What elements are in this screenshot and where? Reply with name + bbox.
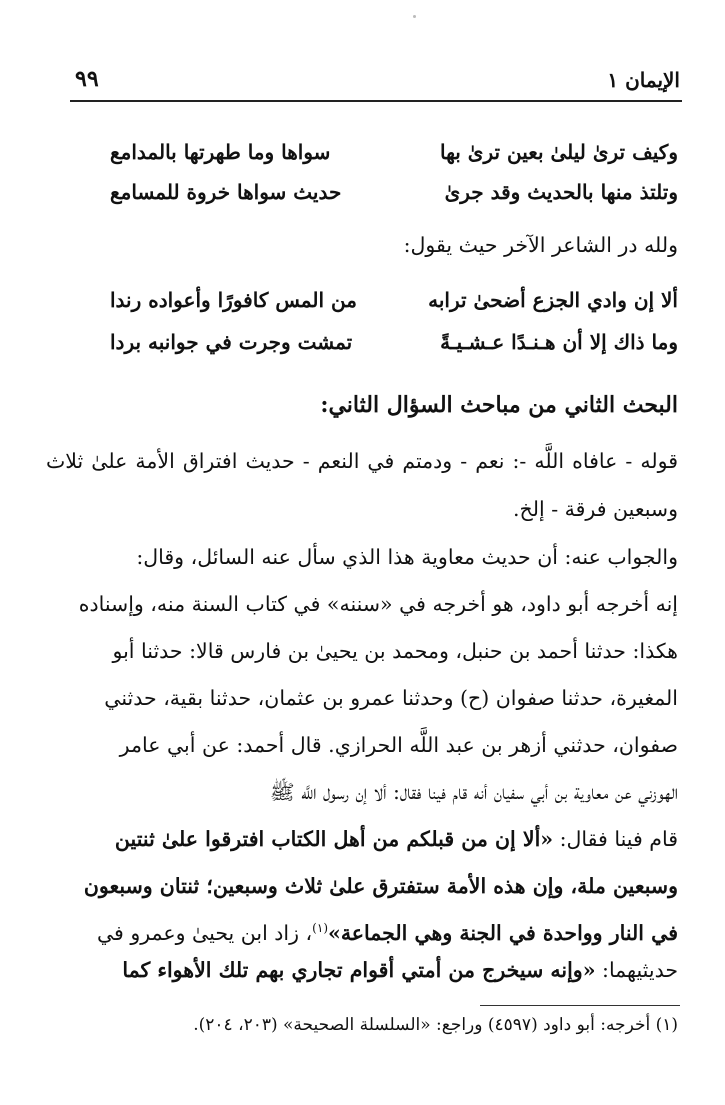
footnote: (١) أخرجه: أبو داود (٤٥٩٧) وراجع: «السلسلة الصحيحة» (٢٠٣، ٢٠٤). (193, 1015, 678, 1035)
answer-line-4: المغيرة، حدثنا صفوان (ح) وحدثنا عمرو بن عثمان، حدثنا بقية، حدثني (104, 686, 678, 710)
answer-line-3: هكذا: حدثنا أحمد بن حنبل، ومحمد بن يحيىٰ بن فارس قالا: حدثنا أبو (112, 639, 678, 663)
answer-line-5: صفوان، حدثني أزهر بن عبد اللَّه الحرازي. قال أحمد: عن أبي عامر (119, 733, 678, 757)
hadith-addition: ، زاد ابن يحيىٰ وعمرو في (96, 921, 313, 945)
hadith-line-4 (122, 958, 678, 982)
poem2-line2-left: تمشت وجرت في جوانبه بردا (110, 330, 353, 354)
hadith-lead: قام فينا فقال: (553, 827, 678, 851)
header-rule (70, 100, 682, 102)
hadith-line-3 (97, 921, 678, 945)
answer-line-2: إنه أخرجه أبو داود، هو أخرجه في «سننه» في كتاب السنة منه، وإسناده (78, 592, 678, 616)
hadith-quote-part4: «وإنه سيخرج من أمتي أقوام تجاري بهم تلك الأهواء كما (122, 958, 596, 982)
poem1-line2-right: وتلتذ منها بالحديث وقد جرىٰ (444, 180, 678, 204)
quote-paragraph: قوله - عافاه اللَّه -: نعم - ودمتم في النعم - حديث افتراق الأمة علىٰ ثلاث وسبعين فرقة - إلخ. (46, 449, 678, 521)
hadith-quote-part2: وسبعين ملة، وإن هذه الأمة ستفترق علىٰ ثلاث وسبعين؛ ثنتان وسبعون (83, 874, 678, 898)
footnote-rule (480, 1005, 680, 1006)
section-heading: البحث الثاني من مباحث السؤال الثاني: (320, 392, 678, 418)
running-header-title: الإيمان ١ (607, 68, 680, 92)
intro-line: ولله در الشاعر الآخر حيث يقول: (403, 233, 678, 257)
answer-line-1: والجواب عنه: أن حديث معاوية هذا الذي سأل عنه السائل، وقال: (136, 545, 678, 569)
hadith-line-1 (115, 827, 678, 851)
hadith-lead-2: حديثيهما: (595, 958, 678, 982)
poem1-line2-left: حديث سواها خروة للمسامع (110, 180, 342, 204)
hadith-quote-part3: في النار وواحدة في الجنة وهي الجماعة» (328, 921, 678, 945)
footnote-ref: (١) (312, 921, 328, 936)
poem2-line2-right: وما ذاك إلا أن هـنـدًا عـشـيـةً (440, 330, 678, 354)
scan-speck (413, 15, 416, 18)
hadith-quote-part1: «ألا إن من قبلكم من أهل الكتاب افترقوا علىٰ ثنتين (114, 827, 554, 851)
poem2-line1-right: ألا إن وادي الجزع أضحىٰ ترابه (428, 288, 678, 312)
poem1-line1-right: وكيف ترىٰ ليلىٰ بعين ترىٰ بها (439, 140, 678, 164)
page-number: ٩٩ (75, 66, 99, 92)
answer-line-6: الهوزني عن معاوية بن أبي سفيان أنه قام فينا فقال: ألا إن رسول اللَّه ﷺ (269, 780, 678, 804)
poem2-line1-left: من المس كافورًا وأعواده رندا (110, 288, 357, 312)
poem1-line1-left: سواها وما طهرتها بالمدامع (110, 140, 331, 164)
